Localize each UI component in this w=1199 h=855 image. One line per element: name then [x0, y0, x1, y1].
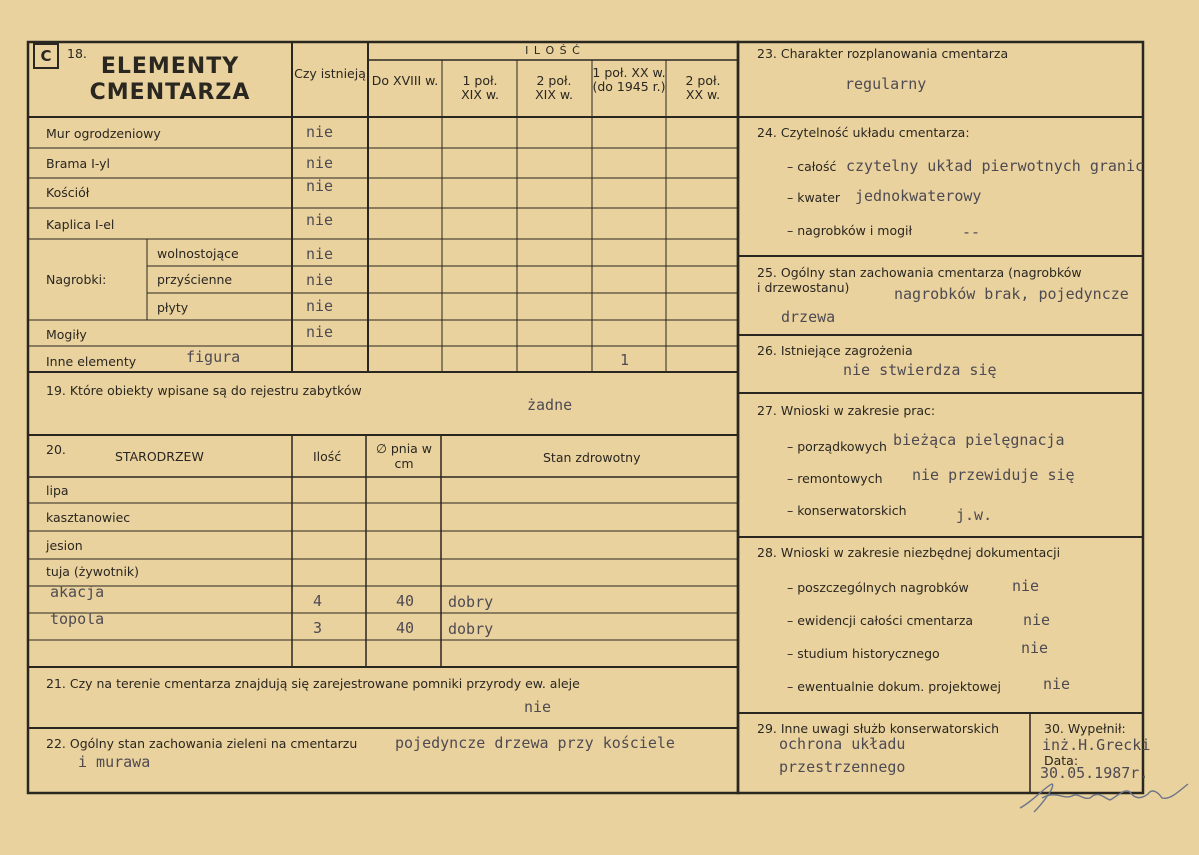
- inne-label: Inne elementy: [46, 354, 137, 369]
- nagrobki-exists: nie: [306, 245, 334, 263]
- q27-item-value: j.w.: [956, 506, 993, 524]
- row-exists: nie: [306, 123, 334, 141]
- nagrobki-label: Nagrobki:: [46, 272, 107, 287]
- row-label: Brama I-yl: [46, 156, 111, 171]
- section-18-number: 18.: [67, 46, 87, 61]
- q29-value-1: ochrona układu: [779, 735, 906, 753]
- tree-health: dobry: [448, 593, 494, 611]
- q23-value: regularny: [845, 75, 927, 93]
- q20-col-count: Ilość: [313, 449, 342, 464]
- title-line-1: ELEMENTY: [100, 54, 240, 79]
- q22-value-2: i murawa: [78, 753, 151, 771]
- period-header: 2 poł. XIX w.: [535, 73, 573, 102]
- q30-label: 30. Wypełnił:: [1044, 721, 1126, 736]
- inne-count-1945: 1: [620, 351, 630, 369]
- tree-diam: 40: [396, 592, 415, 610]
- handwritten-signature: [1012, 778, 1194, 818]
- q19-label: 19. Które obiekty wpisane są do rejestru zabytków: [46, 383, 362, 398]
- title-line-2: CMENTARZA: [89, 80, 251, 105]
- q20-col-diam: ∅ pnia w cm: [375, 441, 433, 471]
- q26-value: nie stwierdza się: [843, 361, 997, 379]
- q27-item-label: – konserwatorskich: [787, 503, 907, 518]
- section-c-badge: C: [33, 43, 59, 69]
- row-exists: nie: [306, 154, 334, 172]
- q28-item-value: nie: [1021, 639, 1049, 657]
- nagrobki-sub-label: przyścienne: [157, 272, 233, 287]
- tree-name: topola: [50, 610, 105, 628]
- q27-item-value: nie przewiduje się: [912, 466, 1075, 484]
- q28-item-value: nie: [1012, 577, 1040, 595]
- q20-number: 20.: [46, 442, 66, 457]
- q28-item-label: – ewentualnie dokum. projektowej: [787, 679, 1002, 694]
- nagrobki-exists: nie: [306, 297, 334, 315]
- q27-item-label: – remontowych: [787, 471, 883, 486]
- q21-label: 21. Czy na terenie cmentarza znajdują się zarejestrowane pomniki przyrody ew. aleje: [46, 676, 580, 691]
- tree-label: tuja (żywotnik): [46, 564, 140, 579]
- q24-item-value: jednokwaterowy: [855, 187, 982, 205]
- period-header: 1 poł. XIX w.: [461, 73, 499, 102]
- q28-item-value: nie: [1043, 675, 1071, 693]
- row-label: Kaplica I-el: [46, 217, 115, 232]
- q22-value-1: pojedyncze drzewa przy kościele: [395, 734, 675, 752]
- tree-label: kasztanowiec: [46, 510, 131, 525]
- tree-health: dobry: [448, 620, 494, 638]
- mogily-label: Mogiły: [46, 327, 87, 342]
- ilosc-header: I L O Ś Ć: [525, 44, 581, 57]
- q28-item-label: – studium historycznego: [787, 646, 940, 661]
- q20-title: STARODRZEW: [115, 449, 204, 464]
- q27-label: 27. Wnioski w zakresie prac:: [757, 403, 936, 418]
- q25-value-2: drzewa: [781, 308, 836, 326]
- q24-item-label: – kwater: [787, 190, 841, 205]
- q25-value-1: nagrobków brak, pojedyncze: [894, 285, 1129, 303]
- q28-item-label: – poszczególnych nagrobków: [787, 580, 969, 595]
- section-18-title: [70, 54, 270, 106]
- q24-item-value: --: [962, 223, 981, 241]
- q25-label-1: 25. Ogólny stan zachowania cmentarza (nagrobków: [757, 265, 1082, 280]
- tree-diam: 40: [396, 619, 415, 637]
- mogily-exists: nie: [306, 323, 334, 341]
- q24-item-value: czytelny układ pierwotnych granic: [846, 157, 1145, 175]
- q30-date-label: Data:: [1044, 753, 1079, 768]
- tree-name: akacja: [50, 583, 105, 601]
- tree-label: lipa: [46, 483, 69, 498]
- row-exists: nie: [306, 211, 334, 229]
- q30-date: 30.05.1987r.: [1040, 764, 1149, 782]
- q30-name: inż.H.Grecki: [1042, 736, 1151, 754]
- col-exists-header: Czy istnieją: [294, 66, 366, 81]
- q28-item-value: nie: [1023, 611, 1051, 629]
- q21-value: nie: [524, 698, 552, 716]
- q28-item-label: – ewidencji całości cmentarza: [787, 613, 974, 628]
- q28-label: 28. Wnioski w zakresie niezbędnej dokumentacji: [757, 545, 1061, 560]
- q27-item-value: bieżąca pielęgnacja: [893, 431, 1065, 449]
- tree-label: jesion: [46, 538, 83, 553]
- nagrobki-sub-label: płyty: [157, 300, 189, 315]
- period-header: Do XVIII w.: [371, 73, 439, 88]
- nagrobki-sub-label: wolnostojące: [157, 246, 239, 261]
- inne-value: figura: [186, 348, 241, 366]
- q27-item-label: – porządkowych: [787, 439, 887, 454]
- tree-count: 3: [313, 619, 323, 637]
- period-header: 2 poł. XX w.: [685, 73, 721, 102]
- q19-value: żadne: [527, 396, 573, 414]
- q23-label: 23. Charakter rozplanowania cmentarza: [757, 46, 1009, 61]
- tree-count: 4: [313, 592, 323, 610]
- row-label: Kościół: [46, 185, 90, 200]
- q25-label-2: i drzewostanu): [757, 280, 850, 295]
- q22-label: 22. Ogólny stan zachowania zieleni na cmentarzu: [46, 736, 358, 751]
- q24-item-label: – całość: [787, 159, 837, 174]
- q24-item-label: – nagrobków i mogił: [787, 223, 913, 238]
- q20-col-health: Stan zdrowotny: [543, 450, 641, 465]
- q26-label: 26. Istniejące zagrożenia: [757, 343, 913, 358]
- row-exists: nie: [306, 177, 334, 195]
- q29-value-2: przestrzennego: [779, 758, 906, 776]
- row-label: Mur ogrodzeniowy: [46, 126, 161, 141]
- period-header: 1 poł. XX w. (do 1945 r.): [592, 65, 666, 94]
- q29-label: 29. Inne uwagi służb konserwatorskich: [757, 721, 999, 736]
- q24-label: 24. Czytelność układu cmentarza:: [757, 125, 970, 140]
- nagrobki-exists: nie: [306, 271, 334, 289]
